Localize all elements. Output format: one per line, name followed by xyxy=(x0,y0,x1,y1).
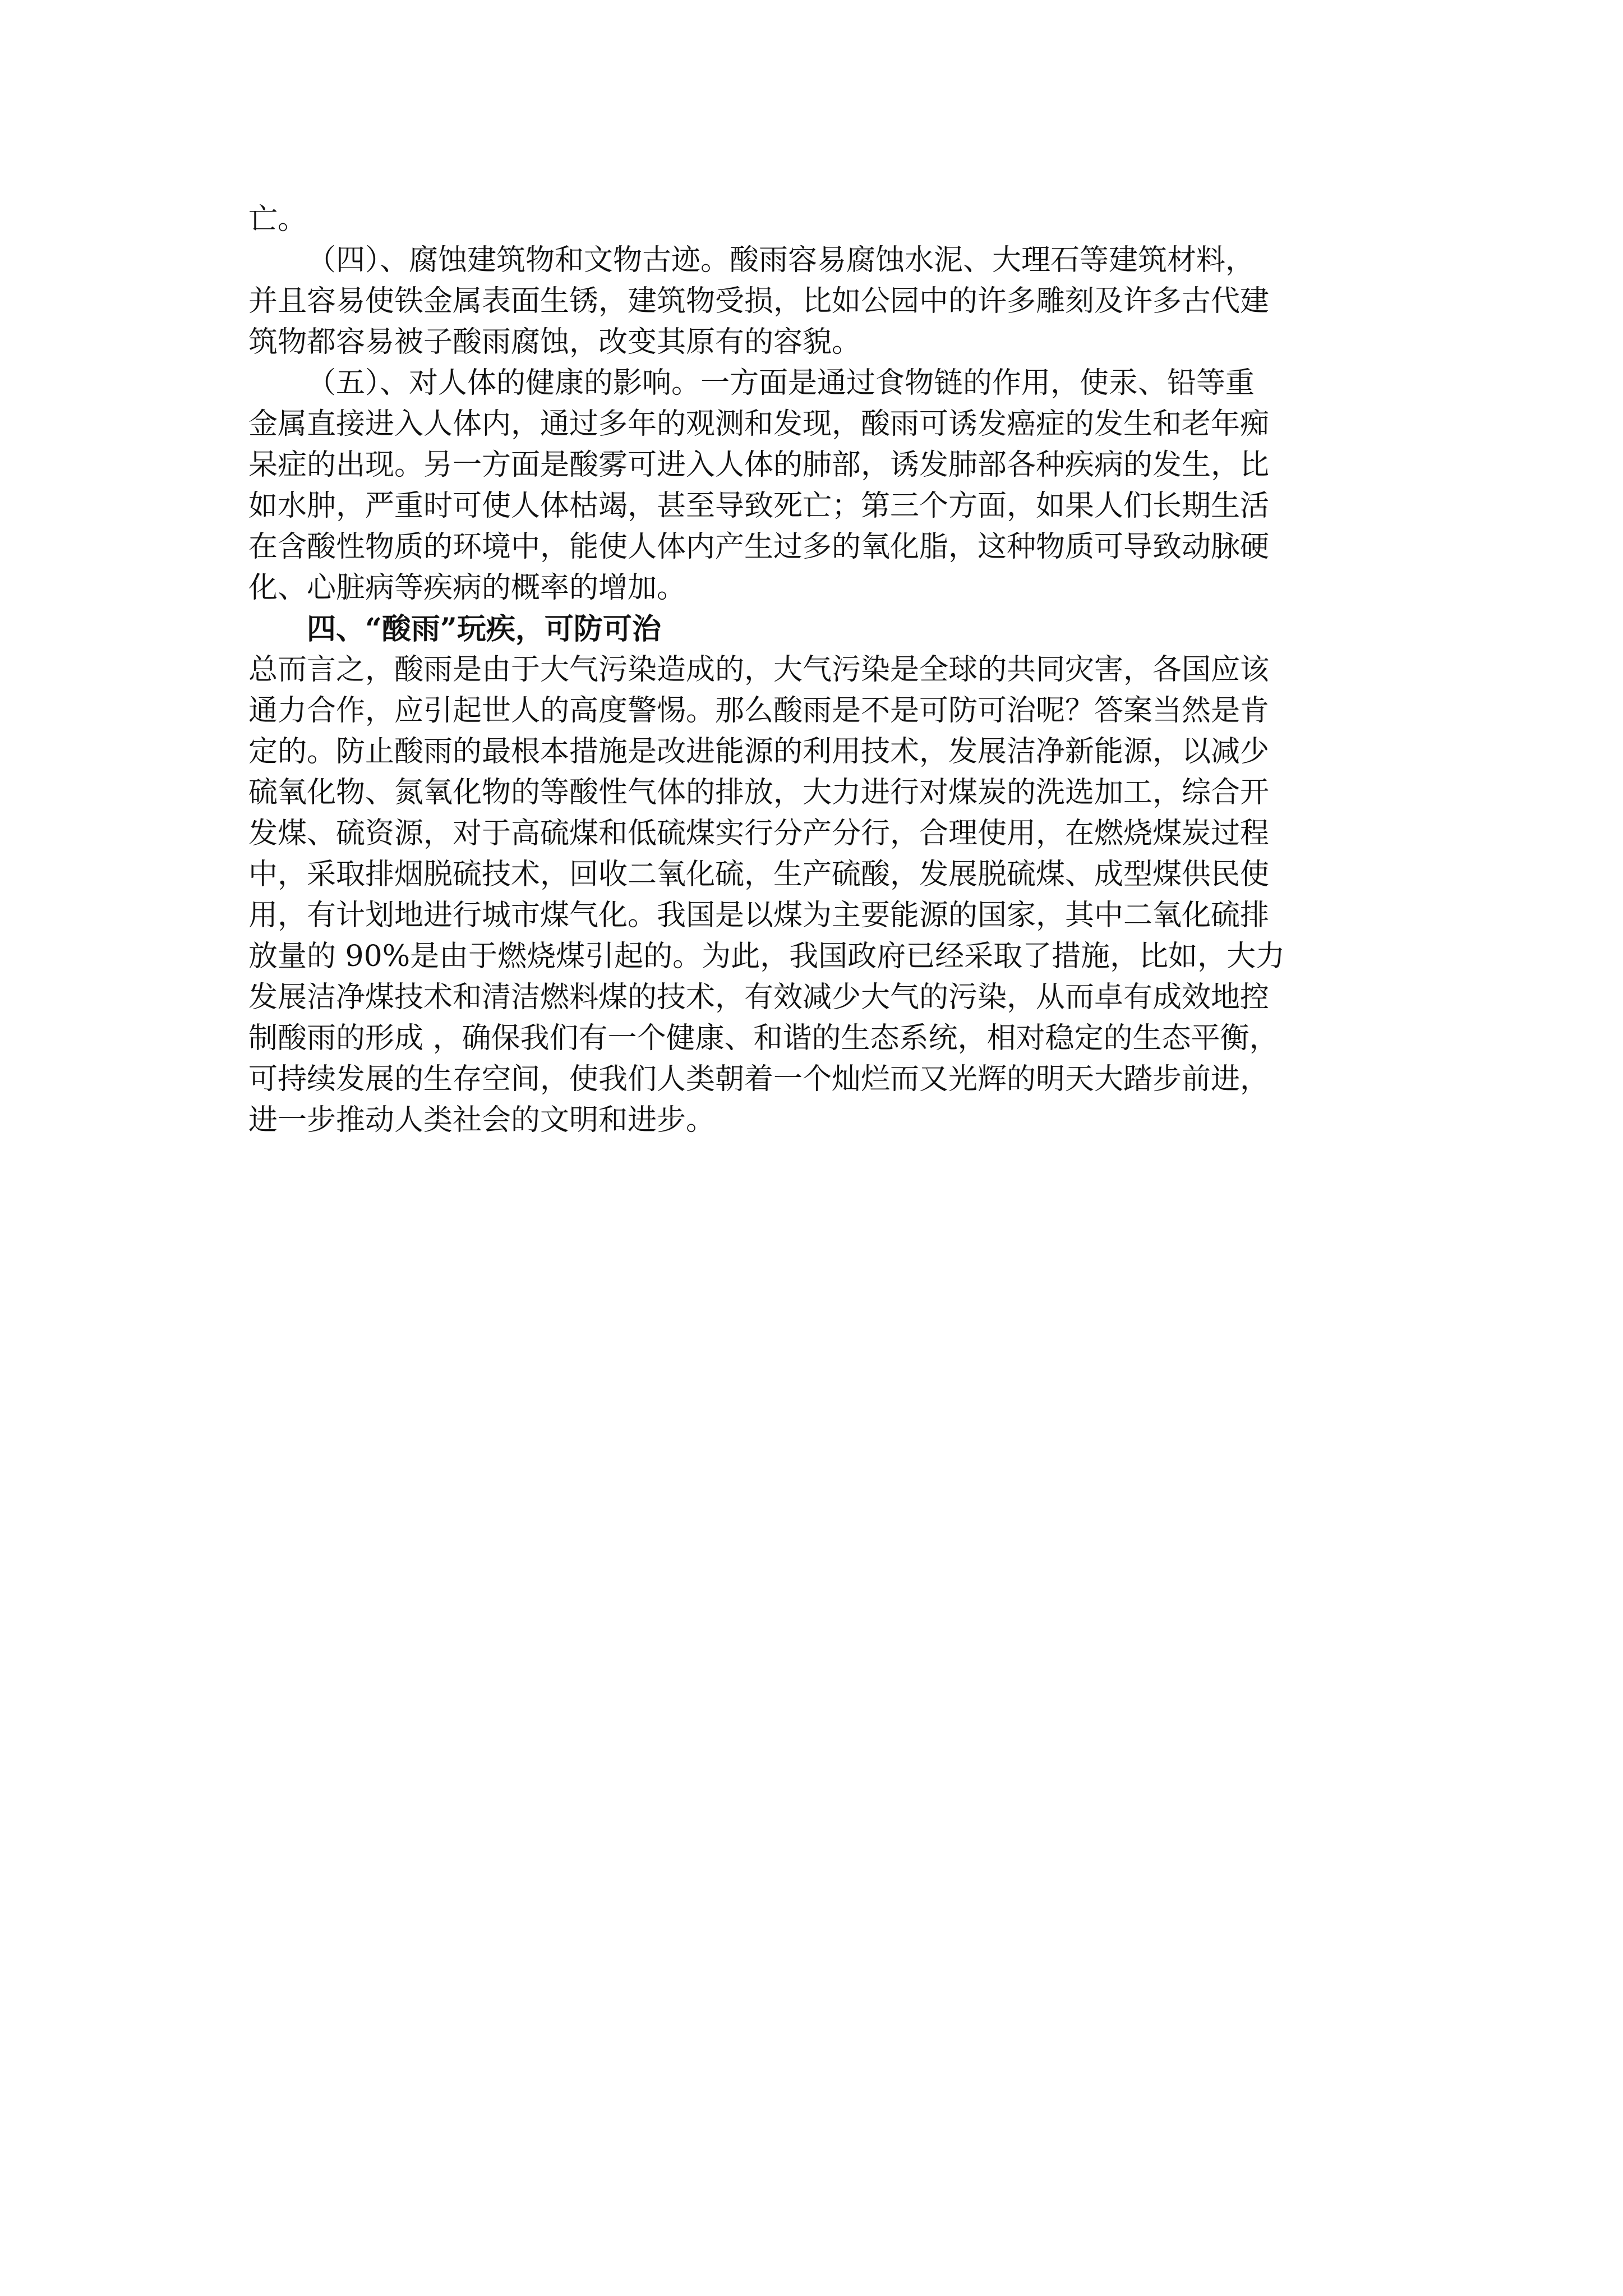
text-line: 总而言之，酸雨是由于大气污染造成的，大气污染是全球的共同灾害，各国应该 xyxy=(248,653,1270,687)
text-line: （五）、对人体的健康的影响。一方面是通过食物链的作用，使汞、铅等重 xyxy=(307,366,1255,400)
paragraph-continuation xyxy=(248,199,1404,240)
text-line: 筑物都容易被子酸雨腐蚀，改变其原有的容貌。 xyxy=(248,325,861,359)
text-line: 可持续发展的生存空间，使我们人类朝着一个灿烂而又光辉的明天大踏步前进， xyxy=(248,1062,1270,1096)
paragraph-health-effects xyxy=(248,363,1404,609)
text-line: 如水肿，严重时可使人体枯竭，甚至导致死亡；第三个方面，如果人们长期生活 xyxy=(248,489,1270,523)
text-line: 金属直接进入人体内，通过多年的观测和发现，酸雨可诱发癌症的发生和老年痴 xyxy=(248,407,1270,441)
text-line: 在含酸性物质的环境中，能使人体内产生过多的氧化脂，这种物质可导致动脉硬 xyxy=(248,530,1270,564)
paragraph-corrosion-buildings xyxy=(248,240,1404,363)
text-line: 亡。 xyxy=(248,203,307,236)
section-heading: 四、“酸雨”玩疾，可防可治 xyxy=(307,612,661,646)
text-line: 呆症的出现。另一方面是酸雾可进入人体的肺部，诱发肺部各种疾病的发生，比 xyxy=(248,448,1270,482)
document-page xyxy=(248,199,1404,1141)
text-line: 放量的 90%是由于燃烧煤引起的。为此，我国政府已经采取了措施，比如，大力 xyxy=(248,940,1285,973)
text-line: 进一步推动人类社会的文明和进步。 xyxy=(248,1103,716,1137)
text-line: 发煤、硫资源，对于高硫煤和低硫煤实行分产分行，合理使用，在燃烧煤炭过程 xyxy=(248,817,1270,850)
text-line: （四）、腐蚀建筑物和文物古迹。酸雨容易腐蚀水泥、大理石等建筑材料， xyxy=(307,243,1255,277)
text-line: 通力合作，应引起世人的高度警惕。那么酸雨是不是可防可治呢？答案当然是肯 xyxy=(248,694,1270,728)
text-line: 中，采取排烟脱硫技术，回收二氧化硫，生产硫酸，发展脱硫煤、成型煤供民使 xyxy=(248,858,1270,891)
text-line: 发展洁净煤技术和清洁燃料煤的技术，有效减少大气的污染，从而卓有成效地控 xyxy=(248,981,1270,1014)
text-line: 用，有计划地进行城市煤气化。我国是以煤为主要能源的国家，其中二氧化硫排 xyxy=(248,899,1270,932)
text-line: 并且容易使铁金属表面生锈，建筑物受损，比如公园中的许多雕刻及许多古代建 xyxy=(248,284,1270,318)
paragraph-conclusion xyxy=(248,650,1404,1141)
text-line: 定的。防止酸雨的最根本措施是改进能源的利用技术，发展洁净新能源，以减少 xyxy=(248,735,1270,769)
text-line: 制酸雨的形成 ，确保我们有一个健康、和谐的生态系统，相对稳定的生态平衡， xyxy=(248,1022,1279,1055)
text-line: 化、心脏病等疾病的概率的增加。 xyxy=(248,571,686,605)
text-line: 硫氧化物、氮氧化物的等酸性气体的排放，大力进行对煤炭的洗选加工，综合开 xyxy=(248,776,1270,809)
